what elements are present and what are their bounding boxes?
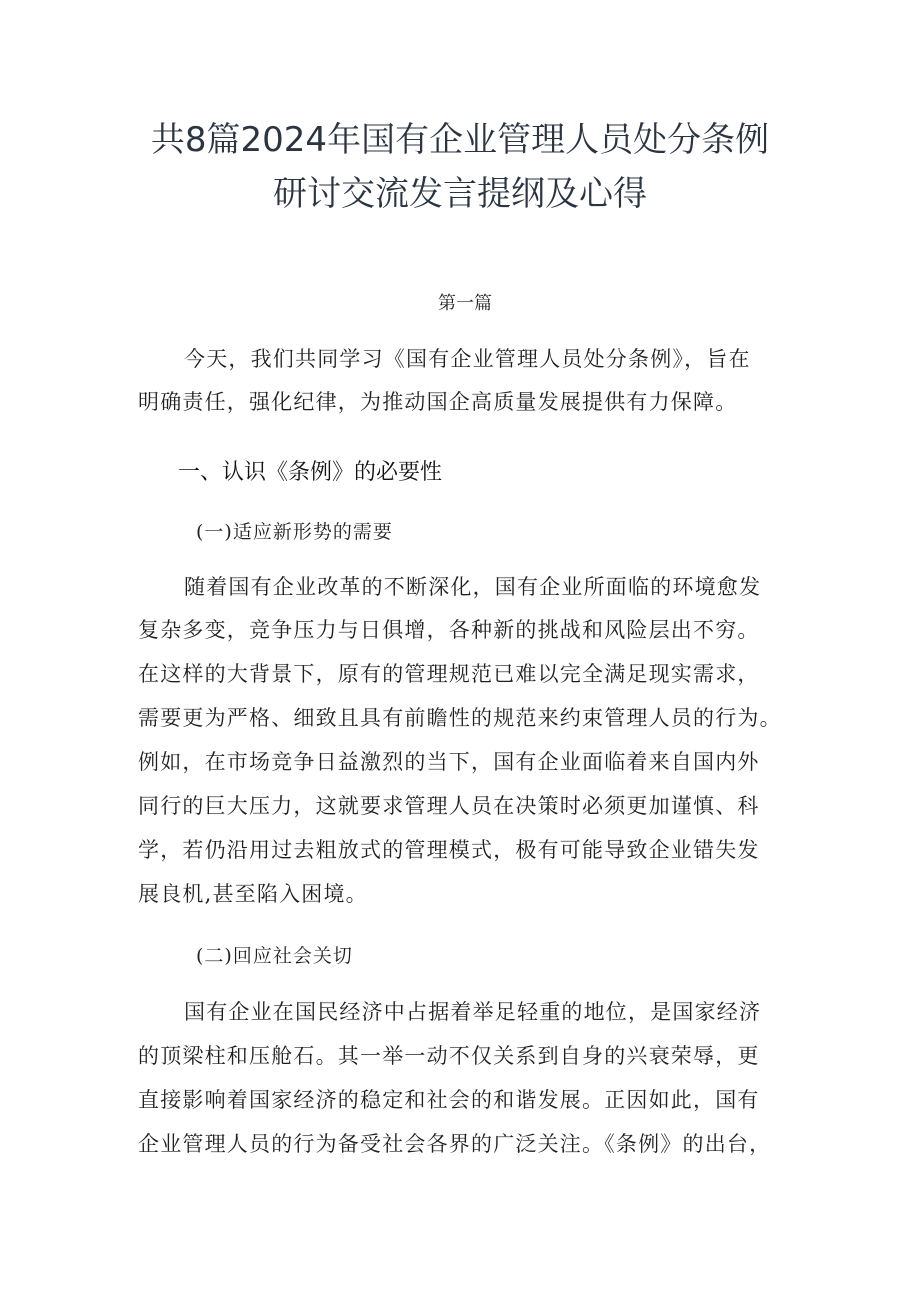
- intro-line: 明确责任，强化纪律，为推动国企高质量发展提供有力保障。: [138, 390, 738, 414]
- heading-level-2: (二)回应社会关切: [196, 945, 353, 967]
- section-label: 第一篇: [438, 293, 492, 314]
- paragraph-line: 的顶梁柱和压舱石。其一举一动不仅关系到自身的兴衰荣辱，更: [138, 1044, 760, 1068]
- paragraph-line: 复杂多变，竞争压力与日俱增，各种新的挑战和风险层出不穷。: [138, 618, 760, 642]
- heading-level-1: 一、认识《条例》的必要性: [178, 460, 443, 485]
- paragraph-line: 随着国有企业改革的不断深化，国有企业所面临的环境愈发: [184, 575, 762, 599]
- paragraph-line: 学，若仍沿用过去粗放式的管理模式，极有可能导致企业错失发: [138, 838, 760, 862]
- paragraph-line: 展良机,甚至陷入困境。: [138, 882, 368, 906]
- paragraph-line: 同行的巨大压力，这就要求管理人员在决策时必须更加谨慎、科: [138, 794, 760, 818]
- paragraph-line: 国有企业在国民经济中占据着举足轻重的地位，是国家经济: [184, 1000, 762, 1024]
- paragraph-line: 企业管理人员的行为备受社会各界的广泛关注。《条例》的出台，: [138, 1132, 772, 1156]
- paragraph-line: 直接影响着国家经济的稳定和社会的和谐发展。正因如此，国有: [138, 1088, 760, 1112]
- heading-level-2: (一)适应新形势的需要: [196, 521, 393, 543]
- paragraph-line: 在这样的大背景下，原有的管理规范已难以完全满足现实需求，: [138, 662, 760, 686]
- paragraph-line: 需要更为严格、细致且具有前瞻性的规范来约束管理人员的行为。: [138, 706, 782, 730]
- document-title-line-1: 共8篇2024年国有企业管理人员处分条例: [150, 120, 770, 160]
- intro-line: 今天，我们共同学习《国有企业管理人员处分条例》，旨在: [184, 347, 751, 371]
- document-title-line-2: 研讨交流发言提纲及心得: [273, 174, 647, 214]
- paragraph-line: 例如，在市场竞争日益激烈的当下，国有企业面临着来自国内外: [138, 750, 760, 774]
